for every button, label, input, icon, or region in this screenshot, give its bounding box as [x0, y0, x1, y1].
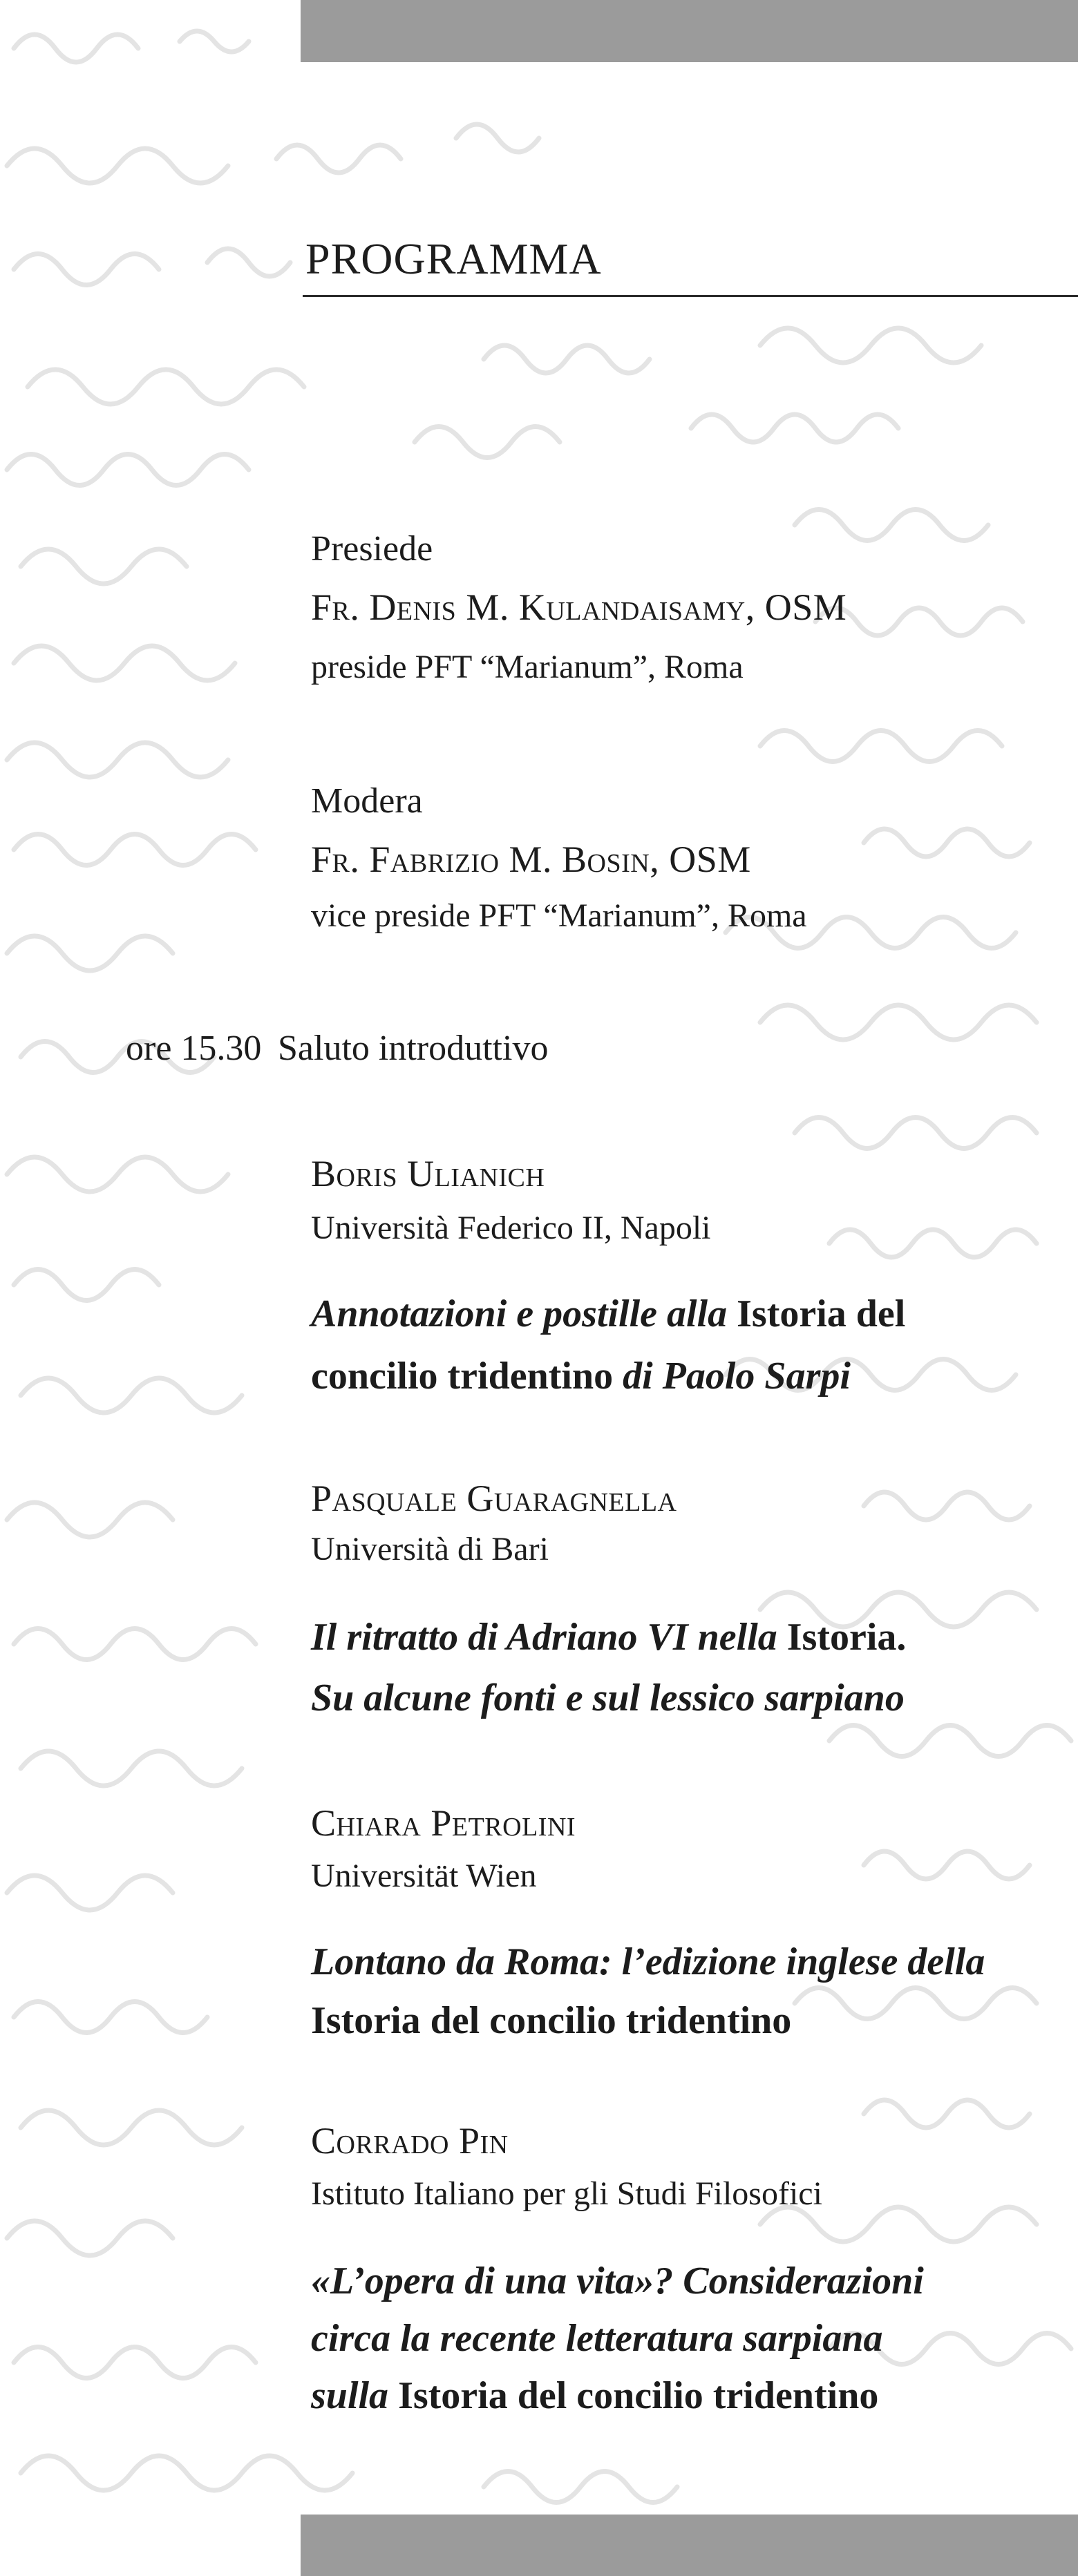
title-italic-part: Annotazioni e postille alla	[311, 1292, 737, 1335]
title-italic-part: Su alcune fonti e sul lessico sarpiano	[311, 1677, 905, 1719]
title-roman-part: Istoria.	[786, 1616, 907, 1659]
modera-name: Fr. Fabrizio M. Bosin, OSM	[311, 839, 751, 880]
talk-4-title-line-2	[311, 2311, 883, 2366]
title-italic-part: sulla	[311, 2374, 399, 2417]
modera-role: vice preside PFT “Marianum”, Roma	[311, 897, 807, 934]
talk-3-title-line-1	[311, 1934, 985, 1990]
talk-4-speaker: Corrado Pin	[311, 2120, 509, 2162]
modera-label: Modera	[311, 781, 423, 821]
talk-4-title-line-1	[311, 2253, 924, 2309]
talk-1-affiliation: Università Federico II, Napoli	[311, 1210, 711, 1246]
talk-2-title-line-1	[311, 1610, 906, 1665]
opening-text: Saluto introduttivo	[278, 1029, 549, 1068]
talk-2-affiliation: Università di Bari	[311, 1531, 549, 1567]
talk-2-speaker: Pasquale Guaragnella	[311, 1478, 677, 1519]
title-roman-part: concilio tridentino	[311, 1355, 623, 1397]
talk-4-affiliation: Istituto Italiano per gli Studi Filosofici	[311, 2175, 822, 2212]
title-underline-divider	[303, 295, 1078, 297]
title-italic-part: Il ritratto di Adriano VI nella	[311, 1616, 787, 1659]
title-italic-part: di Paolo Sarpi	[623, 1355, 851, 1397]
bottom-decorative-bar	[301, 2515, 1078, 2576]
presiede-role: preside PFT “Marianum”, Roma	[311, 649, 744, 685]
title-italic-part: «L’opera di una vita»? Considerazioni	[311, 2260, 924, 2302]
talk-4-title-line-3	[311, 2368, 878, 2423]
talk-1-speaker: Boris Ulianich	[311, 1153, 545, 1194]
title-italic-part: Lontano da Roma: l’edizione inglese della	[311, 1940, 985, 1983]
opening-time: ore 15.30	[126, 1029, 262, 1068]
talk-1-title-line-2	[311, 1348, 851, 1404]
title-italic-part: circa la recente letteratura sarpiana	[311, 2317, 883, 2360]
talk-3-speaker: Chiara Petrolini	[311, 1802, 576, 1844]
page-title: PROGRAMMA	[305, 234, 602, 283]
talk-3-title-line-2: Istoria del concilio tridentino	[311, 1999, 792, 2042]
title-roman-part: Istoria del	[737, 1292, 906, 1335]
title-roman-part: Istoria del concilio tridentino	[398, 2374, 879, 2417]
talk-1-title-line-1	[311, 1286, 905, 1342]
talk-2-title-line-2	[311, 1670, 905, 1726]
presiede-label: Presiede	[311, 529, 433, 569]
top-decorative-bar	[301, 0, 1078, 62]
presiede-name: Fr. Denis M. Kulandaisamy, OSM	[311, 586, 847, 628]
talk-3-affiliation: Universität Wien	[311, 1858, 537, 1894]
